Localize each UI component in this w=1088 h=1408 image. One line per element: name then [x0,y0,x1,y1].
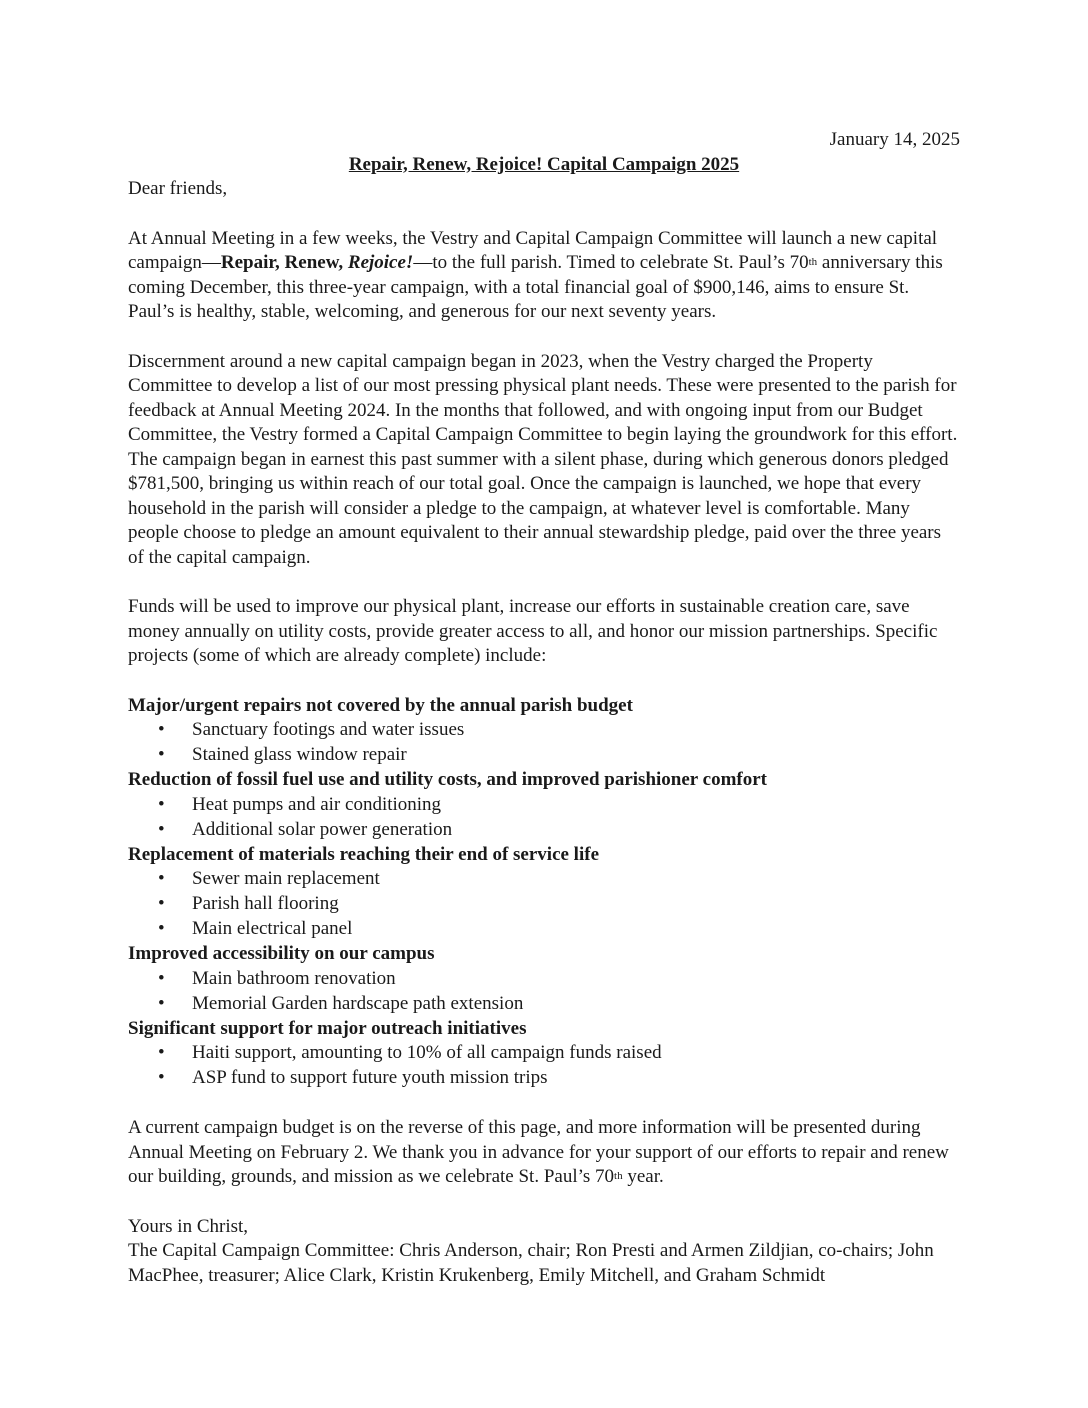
list-item-text: Stained glass window repair [192,744,407,765]
section-heading: Significant support for major outreach initiatives [128,1017,527,1039]
bullet-list [128,1041,960,1091]
letter-page [128,128,960,1288]
bullet-list [128,967,960,1017]
salutation: Dear friends, [128,178,228,199]
paragraph-discernment: Discernment around a new capital campaign began in 2023, when the Vestry charged the Property Committee to develop a list of our most pressing physical plant needs. These were presented to the parish for feedback at Annual Meeting 2024. In the months that followed, and with ongoing input from our Budget Committee, the Vestry formed a Capital Campaign Committee to begin laying the groundwork for this effort. The campaign began in earnest this past summer with a silent phase, during which generous donors pledged $781,500, bringing us within reach of our total goal. Once the campaign is launched, we hope that every household in the parish will consider a pledge to the campaign, at whatever level is comfortable. Many people choose to pledge an amount equivalent to their annual stewardship pledge, paid over the three years of the capital campaign. [128,350,958,568]
list-item-text: Sanctuary footings and water issues [192,719,465,740]
list-item [128,818,960,843]
bullet-list [128,793,960,843]
spacer [128,1190,960,1215]
section-heading: Replacement of materials reaching their end of service life [128,843,600,865]
paragraph-closing [128,1116,960,1190]
bullet-icon: • [158,1042,165,1063]
spacer [128,1091,960,1116]
spacer [128,570,960,595]
superscript-th: th [808,256,818,268]
list-item [128,967,960,992]
paragraph-intro-text-3: anniversary this coming December, this three-year campaign, with a total financial goal of $900,146, aims to ensure St. Paul’s is healthy, stable, welcoming, and generous for our next seventy years. [128,252,943,322]
list-item-text: Sewer main replacement [192,868,380,889]
list-item-text: Memorial Garden hardscape path extension [192,992,524,1014]
list-item [128,743,960,768]
list-item-text: Additional solar power generation [192,818,453,840]
list-item-text: Heat pumps and air conditioning [192,793,442,815]
bullet-icon: • [158,992,165,1014]
section-heading: Major/urgent repairs not covered by the annual parish budget [128,694,633,716]
bullet-icon: • [158,868,165,889]
list-item [128,892,960,917]
project-sections [128,694,960,1092]
bullet-icon: • [158,818,165,840]
section-heading: Improved accessibility on our campus [128,943,435,964]
paragraph-closing-text-2: year. [622,1166,664,1187]
list-item [128,793,960,818]
bullet-list [128,718,960,768]
list-item-text: Main electrical panel [192,918,353,939]
list-item-text: Parish hall flooring [192,893,339,914]
bullet-icon: • [158,1067,165,1088]
letter-date: January 14, 2025 [829,129,960,150]
bullet-list [128,867,960,942]
list-item [128,992,960,1017]
bullet-icon: • [158,744,165,765]
bullet-icon: • [158,793,165,815]
spacer [128,202,960,227]
bullet-icon: • [158,719,165,740]
closing-line: Yours in Christ, [128,1215,249,1237]
list-item [128,1041,960,1066]
letter-title: Repair, Renew, Rejoice! Capital Campaign 2025 [348,153,740,175]
paragraph-intro-text-1: At Annual Meeting in a few weeks, the Vestry and Capital Campaign Committee will launch a new capital campaign— [128,227,938,273]
list-item [128,867,960,892]
signature-block: The Capital Campaign Committee: Chris Anderson, chair; Ron Presti and Armen Zildjian, co-chairs; John MacPhee, treasurer; Alice Clark, Kristin Krukenberg, Emily Mitchell, and Graham Schmidt [128,1240,934,1286]
bullet-icon: • [158,967,165,989]
paragraph-intro-text-2: —to the full parish. Timed to celebrate St. Paul’s 70 [413,252,809,273]
list-item [128,718,960,743]
list-item [128,917,960,942]
paragraph-closing-text-1: A current campaign budget is on the reverse of this page, and more information will be presented during Annual Meeting on February 2. We thank you in advance for your support of our efforts to repair and renew our building, grounds, and mission as we celebrate St. Paul’s 70 [128,1117,949,1187]
section-heading: Reduction of fossil fuel use and utility costs, and improved parishioner comfort [128,769,767,790]
bullet-icon: • [158,918,165,939]
spacer [128,325,960,350]
spacer [128,669,960,694]
campaign-name-bold-italic: Rejoice! [347,252,414,273]
paragraph-funds: Funds will be used to improve our physical plant, increase our efforts in sustainable creation care, save money annually on utility costs, provide greater access to all, and honor our mission partnerships. Specific projects (some of which are already complete) include: [128,596,938,666]
bullet-icon: • [158,893,165,914]
list-item-text: Main bathroom renovation [192,967,396,989]
list-item [128,1066,960,1091]
paragraph-intro [128,227,960,325]
superscript-th: th [614,1170,623,1182]
list-item-text: Haiti support, amounting to 10% of all campaign funds raised [192,1042,662,1063]
list-item-text: ASP fund to support future youth mission trips [192,1067,548,1088]
campaign-name-bold: Repair, Renew, [220,252,348,273]
